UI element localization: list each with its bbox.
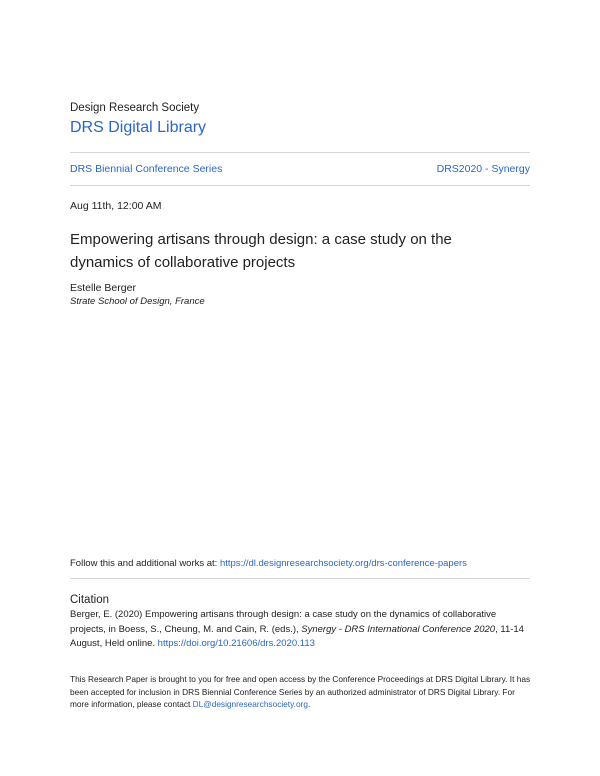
citation-part1: Berger, E. (2020) Empowering artisans through design: a case study on the dynamics of collaborative projects, in Boess, S., Cheung, M. and Cain, R. (eds.), — [70, 609, 497, 635]
access-notice — [70, 673, 532, 711]
follow-text: Follow this and additional works at: — [70, 558, 220, 569]
conference-edition-link[interactable]: DRS2020 - Synergy — [436, 163, 530, 175]
series-row — [70, 163, 530, 175]
divider-top — [70, 152, 530, 153]
paper-title: Empowering artisans through design: a case study on the dynamics of collaborative projects — [70, 231, 452, 271]
access-notice-end: . — [307, 699, 311, 709]
library-link[interactable]: DRS Digital Library — [70, 119, 207, 136]
divider-series — [70, 185, 530, 186]
author-name: Estelle Berger — [70, 282, 136, 294]
citation-conference: Synergy - DRS International Conference 2020 — [301, 623, 496, 635]
citation-heading: Citation — [70, 594, 109, 606]
doi-link[interactable]: https://doi.org/10.21606/drs.2020.113 — [157, 638, 315, 649]
society-name: Design Research Society — [70, 102, 200, 114]
contact-email-link[interactable]: DL@designresearchsociety.org — [192, 699, 308, 709]
conference-series-link[interactable]: DRS Biennial Conference Series — [70, 163, 223, 175]
access-notice-text: This Research Paper is brought to you for free and open access by the Conference Proceedings at DRS Digital Library. It has been accepted for inclusion in DRS Biennial Conference Series by an authorized administrator of DRS Digital Library. For more information, please contact — [70, 674, 531, 709]
follow-line — [70, 558, 530, 569]
author-affiliation: Strate School of Design, France — [70, 296, 205, 307]
citation-text — [70, 608, 530, 652]
publication-date: Aug 11th, 12:00 AM — [70, 200, 162, 212]
conference-papers-link[interactable]: https://dl.designresearchsociety.org/drs-conference-papers — [219, 558, 467, 569]
citation-part2: , 11-14 August, Held online. — [70, 623, 524, 649]
divider-citation — [70, 578, 530, 579]
